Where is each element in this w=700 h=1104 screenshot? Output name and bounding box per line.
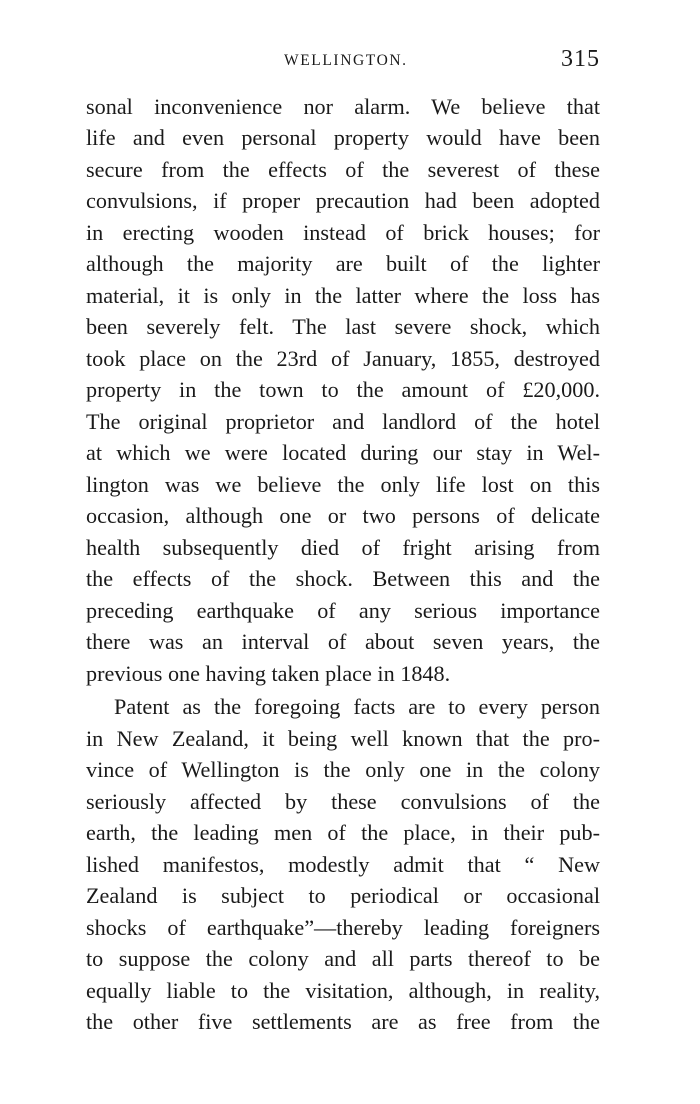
text-line: Zealand is subject to periodical or occasional: [86, 883, 600, 908]
running-head-title: WELLINGTON.: [284, 52, 408, 69]
text-line: lington was we believe the only life lost on this: [86, 472, 600, 497]
text-line: material, it is only in the latter where the loss has: [86, 283, 600, 308]
text-line: preceding earthquake of any serious importance: [86, 598, 600, 623]
text-line: the effects of the shock. Between this and the: [86, 566, 600, 591]
text-line: there was an interval of about seven years, the: [86, 629, 600, 654]
text-line: seriously affected by these convulsions of the: [86, 789, 600, 814]
text-line: at which we were located during our stay in Wel-: [86, 440, 600, 465]
text-line: life and even personal property would have been: [86, 125, 600, 150]
text-line: The original proprietor and landlord of the hotel: [86, 409, 600, 434]
text-line: sonal inconvenience nor alarm. We believe that: [86, 94, 600, 119]
text-line: equally liable to the visitation, although, in reality,: [86, 978, 600, 1003]
text-line: previous one having taken place in 1848.: [86, 661, 451, 686]
text-line: although the majority are built of the lighter: [86, 251, 600, 276]
text-line: occasion, although one or two persons of delicate: [86, 503, 600, 528]
text-line: in erecting wooden instead of brick houses; for: [86, 220, 600, 245]
text-line: lished manifestos, modestly admit that “ New: [86, 852, 600, 877]
text-line: vince of Wellington is the only one in the colony: [86, 757, 600, 782]
text-line: convulsions, if proper precaution had been adopted: [86, 188, 600, 213]
text-line: property in the town to the amount of £20,000.: [86, 377, 600, 402]
text-line: the other five settlements are as free from the: [86, 1009, 600, 1034]
text-line: been severely felt. The last severe shock, which: [86, 314, 600, 339]
text-line: secure from the effects of the severest of these: [86, 157, 600, 182]
text-line: in New Zealand, it being well known that the pro-: [86, 726, 600, 751]
text-line: health subsequently died of fright arising from: [86, 535, 600, 560]
text-line: shocks of earthquake”—thereby leading foreigners: [86, 915, 600, 940]
text-line: Patent as the foregoing facts are to every person: [114, 694, 600, 719]
text-line: earth, the leading men of the place, in their pub-: [86, 820, 600, 845]
text-line: took place on the 23rd of January, 1855, destroyed: [86, 346, 600, 371]
running-head: [0, 46, 700, 76]
page-number: 315: [561, 46, 600, 72]
text-line: to suppose the colony and all parts thereof to be: [86, 946, 600, 971]
